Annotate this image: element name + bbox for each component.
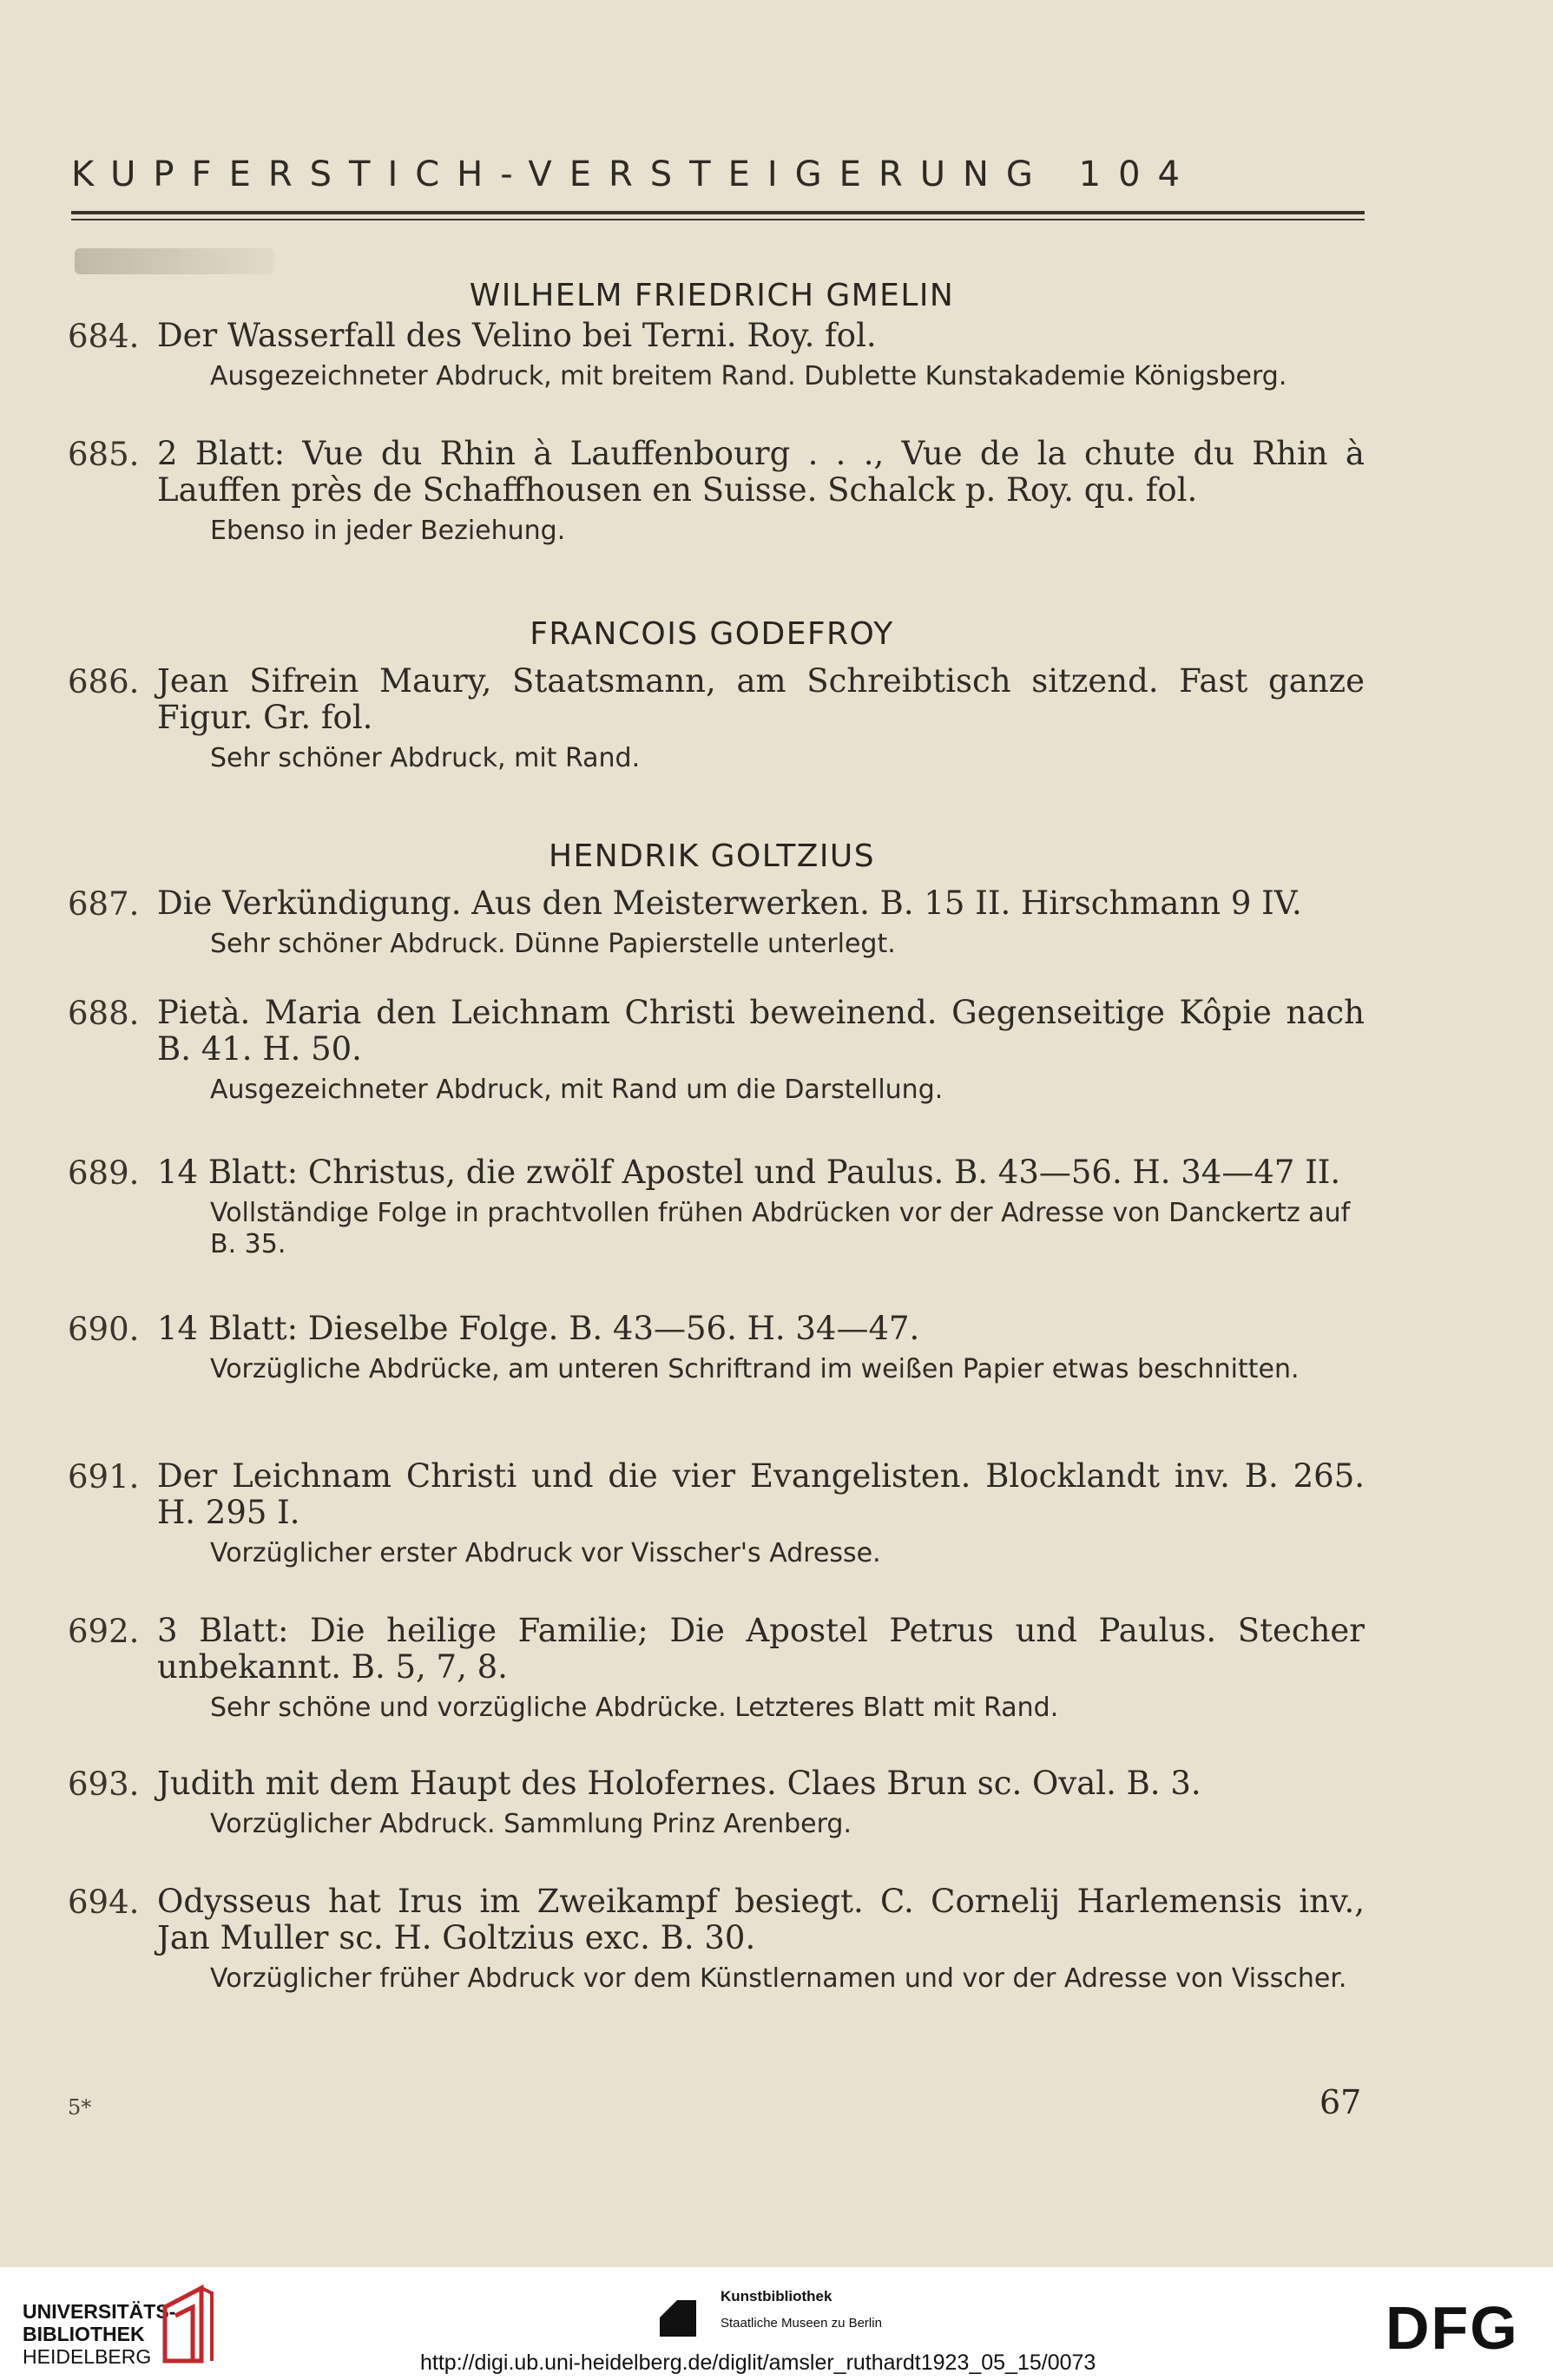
entry-title: 3 Blatt: Die heilige Familie; Die Apostel Petrus und Paulus. Stecher unbekannt. B. 5, 7, 8. (157, 1612, 1365, 1686)
entry-number: 684. (68, 318, 140, 355)
library-name (23, 2300, 175, 2368)
entry-note: Ausgezeichneter Abdruck, mit Rand um die Darstellung. (210, 1075, 944, 1105)
entry-number: 689. (68, 1154, 140, 1192)
entry-title: Jean Sifrein Maury, Staatsmann, am Schreibtisch sitzend. Fast ganze Figur. Gr. fol. (157, 662, 1365, 736)
page-number: 67 (1319, 2083, 1362, 2121)
entry-number: 687. (68, 885, 140, 923)
entry-number: 690. (68, 1311, 140, 1348)
entry-number: 685. (68, 436, 140, 473)
catalog-entry (68, 663, 1365, 774)
entry-title: 2 Blatt: Vue du Rhin à Lauffenbourg . . ., Vue de la chute du Rhin à Lauffen près de Schaffhousen en Suisse. Schalck p. Roy. qu. fol. (157, 435, 1365, 509)
entry-title: Judith mit dem Haupt des Holofernes. Claes Brun sc. Oval. B. 3. (157, 1765, 1201, 1802)
entry-note: Ebenso in jeder Beziehung. (210, 516, 566, 546)
entry-title: Der Wasserfall des Velino bei Terni. Roy. fol. (157, 317, 877, 354)
header-rule-thick (71, 211, 1365, 214)
catalog-entry (68, 1765, 1365, 1840)
entry-number: 688. (68, 995, 140, 1032)
running-head: KUPFERSTICH-VERSTEIGERUNG 104 (71, 155, 1197, 194)
source-url[interactable]: http://digi.ub.uni-heidelberg.de/diglit/amsler_ruthardt1923_05_15/0073 (420, 2350, 1096, 2375)
entry-note: Sehr schöne und vorzügliche Abdrücke. Letzteres Blatt mit Rand. (210, 1693, 1059, 1723)
catalog-entry (68, 1884, 1365, 1995)
entry-note: Vorzüglicher früher Abdruck vor dem Künstlernamen und vor der Adresse von Visscher. (210, 1963, 1347, 1994)
entry-note: Vorzüglicher erster Abdruck vor Visscher's Adresse. (210, 1538, 881, 1568)
catalog-entry (68, 1458, 1365, 1569)
catalog-entry (68, 995, 1365, 1106)
paper-stain (75, 248, 274, 274)
kb-subtitle: Staatliche Museen zu Berlin (721, 2316, 882, 2331)
entry-note: Sehr schöner Abdruck. Dünne Papierstelle unterlegt. (210, 929, 896, 959)
entry-title: 14 Blatt: Christus, die zwölf Apostel und Paulus. B. 43—56. H. 34—47 II. (157, 1154, 1341, 1191)
entry-note: Sehr schöner Abdruck, mit Rand. (210, 743, 641, 773)
artist-heading: WILHELM FRIEDRICH GMELIN (469, 278, 955, 313)
signature-marker: 5* (68, 2095, 92, 2120)
catalog-entry (68, 318, 1365, 392)
kunstbibliothek-label (721, 2288, 882, 2331)
library-logo-icon (158, 2281, 215, 2368)
artist-heading: FRANCOIS GODEFROY (530, 616, 894, 652)
entry-number: 694. (68, 1884, 140, 1921)
dfg-logo: DFG (1385, 2294, 1519, 2362)
entry-note: Vorzüglicher Abdruck. Sammlung Prinz Arenberg. (210, 1809, 852, 1839)
entry-title: Die Verkündigung. Aus den Meisterwerken. B. 15 II. Hirschmann 9 IV. (157, 884, 1302, 922)
kb-title: Kunstbibliothek (721, 2288, 832, 2304)
catalog-entry (68, 1613, 1365, 1724)
kunstbibliothek-logo-icon (660, 2300, 696, 2337)
entry-number: 686. (68, 663, 140, 700)
library-line: HEIDELBERG (23, 2345, 152, 2368)
digitization-footer (0, 2267, 1553, 2380)
entry-number: 693. (68, 1765, 140, 1803)
entry-title: Der Leichnam Christi und die vier Evangelisten. Blocklandt inv. B. 265. H. 295 I. (157, 1457, 1365, 1531)
catalog-entry (68, 436, 1365, 547)
entry-title: 14 Blatt: Dieselbe Folge. B. 43—56. H. 34—47. (157, 1310, 920, 1347)
catalog-entry (68, 885, 1365, 960)
catalog-entry (68, 1154, 1365, 1260)
library-line: BIBLIOTHEK (23, 2323, 145, 2345)
entry-note: Vorzügliche Abdrücke, am unteren Schriftrand im weißen Papier etwas beschnitten. (210, 1354, 1300, 1384)
header-rule-thin (71, 219, 1365, 220)
library-line: UNIVERSITÄTS- (23, 2300, 176, 2323)
artist-heading: HENDRIK GOLTZIUS (549, 838, 875, 874)
entry-title: Odysseus hat Irus im Zweikampf besiegt. C. Cornelij Harlemensis inv., Jan Muller sc. H. Goltzius exc. B. 30. (157, 1883, 1365, 1956)
entry-number: 692. (68, 1613, 140, 1650)
entry-note: Ausgezeichneter Abdruck, mit breitem Rand. Dublette Kunstakademie Königsberg. (210, 361, 1287, 391)
catalog-entry (68, 1311, 1365, 1385)
entry-number: 691. (68, 1458, 140, 1496)
entry-note: Vollständige Folge in prachtvollen frühen Abdrücken vor der Adresse von Danckertz auf B. 35. (210, 1198, 1351, 1259)
entry-title: Pietà. Maria den Leichnam Christi beweinend. Gegenseitige Kôpie nach B. 41. H. 50. (157, 994, 1365, 1068)
